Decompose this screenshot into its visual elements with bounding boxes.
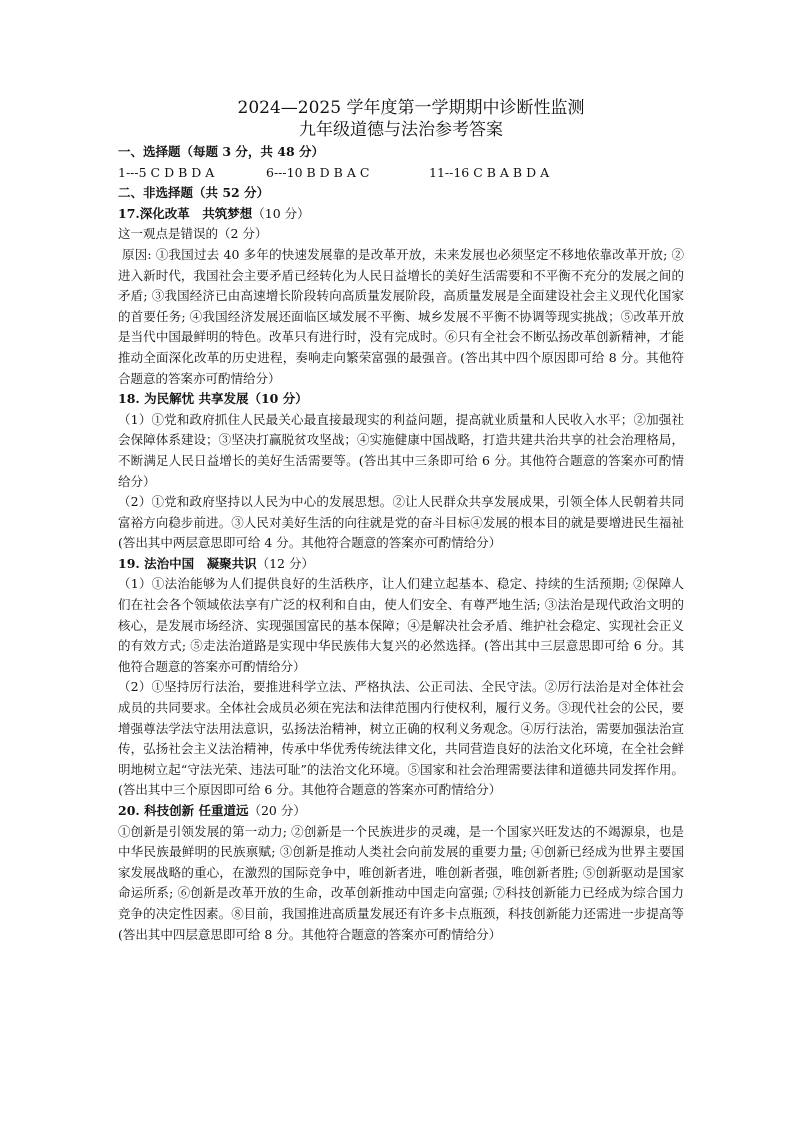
answer-sheet <box>118 97 684 945</box>
q18-heading: 18. 为民解忧 共享发展（10 分） <box>118 391 308 407</box>
q19-part1: （1）①法治能够为人们提供良好的生活秩序，让人们建立起基本、稳定、持续的生活预期; ②保障人们在社会各个领域依法享有广泛的权利和自由，使人们安全、有尊严地生活; ③法治是现代政治文明的核心，是发展市场经济、实现强国富民的基本保障；④是解决社会矛盾、维护社会稳定、实现社会正义的有效方式; ⑤走法治道路是实现中华民族伟大复兴的必然选择。(答出其中三层意思即可给 6 分。其他符合题意的答案亦可酌情给分） <box>118 576 684 674</box>
q20-score: （20 分） <box>248 803 306 818</box>
section-heading-choice: 一、选择题（每题 3 分，共 48 分） <box>118 144 325 159</box>
q20-heading <box>118 801 684 822</box>
q17-title: 17.深化改革 共筑梦想 <box>118 205 253 221</box>
answers-1-5: 1---5 C D B D A <box>118 164 215 180</box>
document-subtitle: 九年级道德与法治参考答案 <box>299 120 503 140</box>
q17-reason: 原因: ①我国过去 40 多年的快速发展靠的是改革开放，未来发展也必须坚定不移地依靠改革开放; ②进入新时代，我国社会主要矛盾已经转化为人民日益增长的美好生活需要和不平衡不充分的发展之间的矛盾; ③我国经济已由高速增长阶段转向高质量发展阶段，高质量发展是全面建设社会主义现代化国家的首要任务; ④我国经济发展还面临区域发展不平衡、城乡发展不平衡不协调等现实挑战；⑤改革开放是当代中国最鲜明的特色。改革只有进行时，没有完成时。⑥只有全社会不断弘扬改革创新精神，才能推动全面深化改革的历史进程，奏响走向繁荣富强的最强音。(答出其中四个原因即可给 8 分。其他符合题意的答案亦可酌情给分） <box>118 246 684 386</box>
q20-body: ①创新是引领发展的第一动力; ②创新是一个民族进步的灵魂，是一个国家兴旺发达的不竭源泉，也是中华民族最鲜明的民族禀赋; ③创新是推动人类社会向前发展的重要力量; ④创新已经成为世界主要国家发展战略的重心，在激烈的国际竞争中，唯创新者进，唯创新者强，唯创新者胜; ⑤创新驱动是国家命运所系; ⑥创新是改革开放的生命，改革创新推动中国走向富强; ⑦科技创新能力已经成为综合国力竞争的决定性因素。⑧目前，我国推进高质量发展还有许多卡点瓶颈，科技创新能力还需进一步提高等(答出其中四层意思即可给 8 分。其他符合题意的答案亦可酌情给分） <box>118 823 684 942</box>
q18-part2: （2）①党和政府坚持以人民为中心的发展思想。②让人民群众共享发展成果，引领全体人民朝着共同富裕方向稳步前进。③人民对美好生活的向往就是党的奋斗目标④发展的根本目的就是要增进民生福祉(答出其中两层意思即可给 4 分。其他符合题意的答案亦可酌情给分） <box>118 494 684 551</box>
answers-11-16: 11--16 C B A B D A <box>429 164 550 180</box>
q19-score: （12 分） <box>256 555 314 571</box>
q17-heading <box>118 204 684 225</box>
q17-judgment: 这一观点是错误的（2 分） <box>118 226 268 242</box>
section-heading-nonchoice: 二、非选择题（共 52 分） <box>118 185 270 201</box>
q17-score: （10 分） <box>252 205 310 221</box>
q19-title: 19. 法治中国 凝聚共识 <box>118 555 257 571</box>
q18-part1: （1）①党和政府抓住人民最关心最直接最现实的利益问题，提高就业质量和人民收入水平；②加强社会保障体系建设；③坚决打赢脱贫攻坚战；④实施健康中国战略，打造共建共治共享的社会治理格局，不断满足人民日益增长的美好生活需要等。(答出其中三条即可给 6 分。其他符合题意的答案亦可酌情给分） <box>118 411 684 489</box>
q19-heading <box>118 554 684 575</box>
q19-part2: （2）①坚持厉行法治，要推进科学立法、严格执法、公正司法、全民守法。②厉行法治是对全体社会成员的共同要求。全体社会成员必须在宪法和法律范围内行使权利，履行义务。③现代社会的公民，要增强尊法学法守法用法意识，弘扬法治精神，树立正确的权利义务观念。④厉行法治，需要加强法治宣传，弘扬社会主义法治精神，传承中华优秀传统法律文化，共同营造良好的法治文化环境，在全社会鲜明地树立起“守法光荣、违法可耻”的法治文化环境。⑤国家和社会治理需要法律和道德共同发挥作用。(答出其中三个原因即可给 6 分。其他符合题意的答案亦可酌情给分） <box>118 679 684 798</box>
document-title: 2024—2025 学年度第一学期期中诊断性监测 <box>237 98 585 118</box>
q20-title: 20. 科技创新 任重道远 <box>118 803 249 818</box>
choice-answers <box>118 163 684 184</box>
answers-6-10: 6---10 B D B A C <box>266 164 370 180</box>
